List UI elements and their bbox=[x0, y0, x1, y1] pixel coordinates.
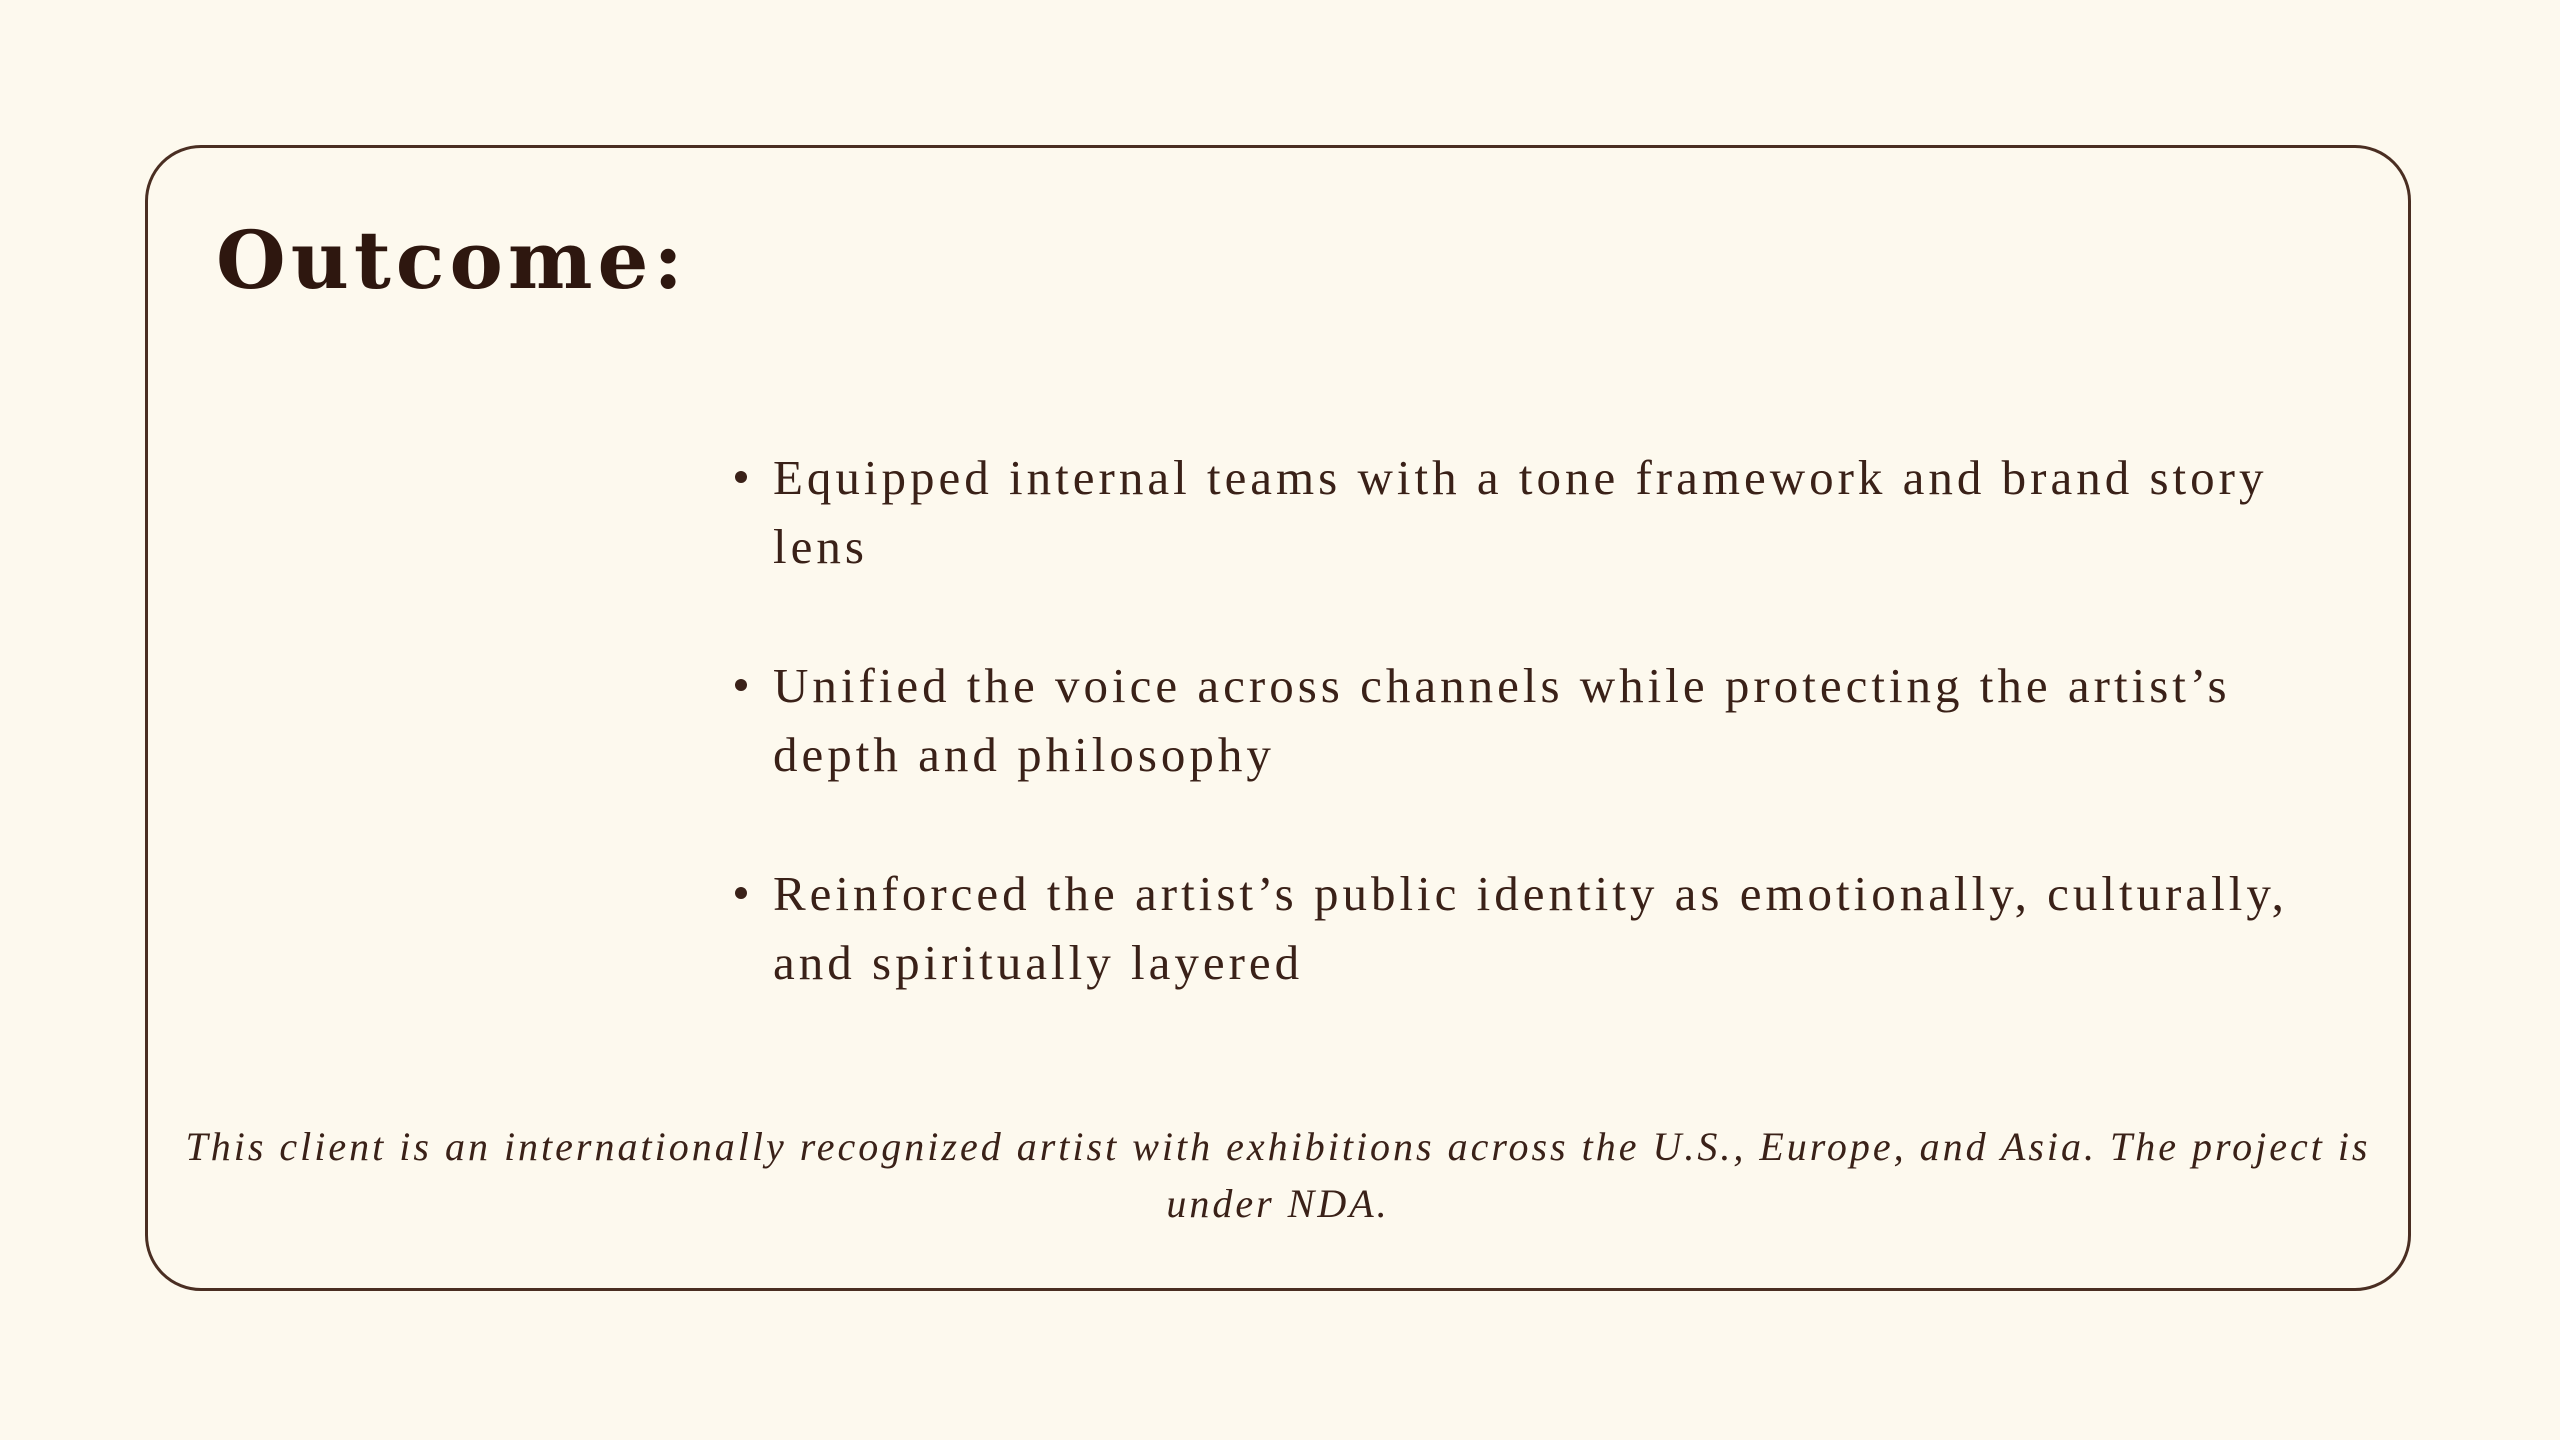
bullet-item bbox=[731, 859, 2351, 997]
bullet-text: Reinforced the artist’s public identity as emotionally, culturally, and spiritually layered bbox=[773, 866, 2288, 990]
nda-footnote: This client is an internationally recognized artist with exhibitions across the U.S., Europe, and Asia. The project is under NDA. bbox=[185, 1124, 2371, 1226]
outcome-card bbox=[145, 145, 2411, 1291]
bullet-item bbox=[731, 443, 2351, 581]
card-title: Outcome: bbox=[216, 213, 688, 307]
bullet-dot-icon bbox=[735, 679, 747, 691]
bullet-item bbox=[731, 651, 2351, 789]
bullet-dot-icon bbox=[735, 471, 747, 483]
bullet-text: Equipped internal teams with a tone framework and brand story lens bbox=[773, 450, 2268, 574]
bullet-dot-icon bbox=[735, 887, 747, 899]
outcome-bullet-list bbox=[731, 443, 2351, 1067]
bullet-text: Unified the voice across channels while protecting the artist’s depth and philosophy bbox=[773, 658, 2231, 782]
